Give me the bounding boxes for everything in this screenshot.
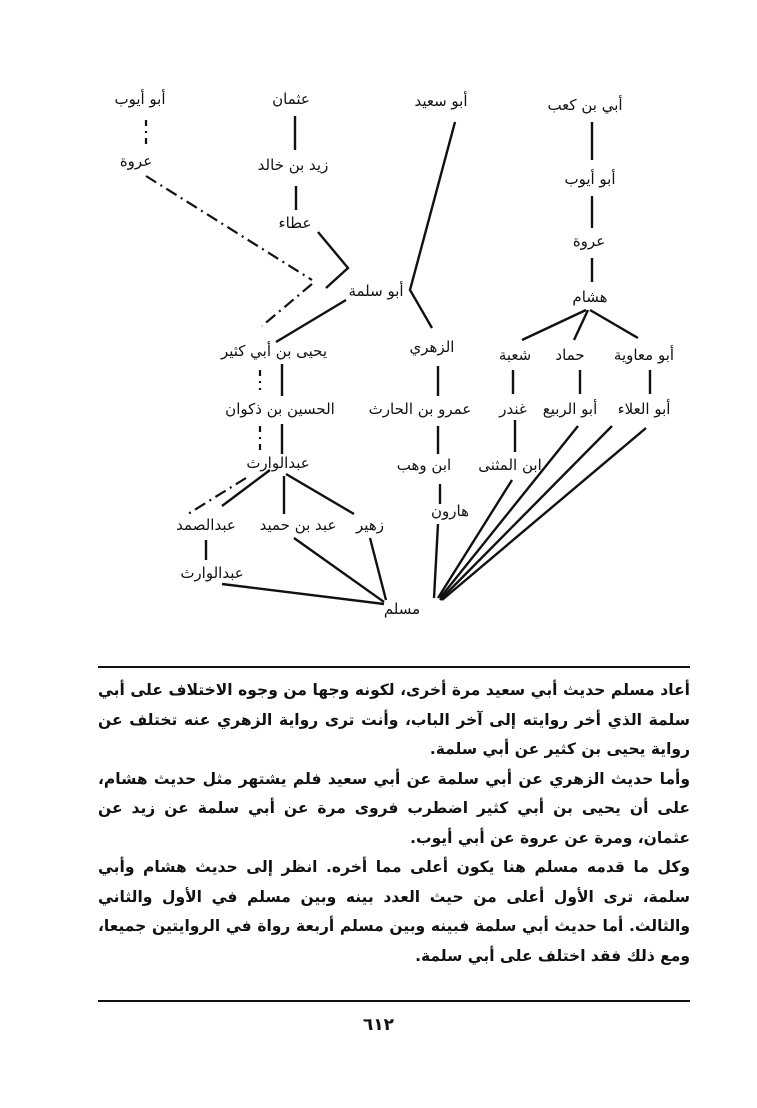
edge-hisham-abumuawiya — [590, 310, 638, 338]
edge-abdulwarith-zuhayr — [286, 474, 354, 514]
node-abu-said: أبو سعيد — [414, 92, 468, 110]
edge-abusaid-abusalama — [410, 122, 455, 328]
node-zayd-ibn-khalid: زيد بن خالد — [257, 156, 329, 174]
node-husayn: الحسين بن ذكوان — [225, 400, 335, 418]
bottom-divider — [98, 1000, 690, 1002]
edge-abulala-muslim — [442, 428, 646, 600]
commentary-text — [98, 676, 690, 971]
node-abu-muawiya: أبو معاوية — [613, 346, 675, 364]
commentary-paragraph: وكل ما قدمه مسلم هنا يكون أعلى مما أخره. انظر إلى حديث هشام وأبي سلمة، ترى الأول أعلى من حيث العدد بينه وبين مسلم في الأول والثاني والثالث. أما حديث أبي سلمة فبينه وبين مسلم أربعة رواة في الروايتين جميعا، ومع ذلك فقد اختلف على أبي سلمة. — [98, 858, 690, 965]
node-ibn-muthanna: ابن المثنى — [478, 456, 542, 474]
node-urwa-1: عروة — [572, 232, 606, 250]
node-abu-salama: أبو سلمة — [348, 282, 404, 300]
edge-ata-abusalama — [318, 232, 348, 288]
node-abd-ibn-humayd: عبد بن حميد — [259, 516, 337, 534]
node-ubayy-ibn-kab: أبي بن كعب — [547, 96, 623, 114]
node-abul-rabi: أبو الربيع — [542, 400, 598, 418]
commentary-paragraph: أعاد مسلم حديث أبي سعيد مرة أخرى، لكونه وجها من وجوه الاختلاف على أبي سلمة الذي أخر روايته إلى آخر الباب، وأنت ترى رواية الزهري عنه تختلف عن رواية يحيى بن كثير عن أبي سلمة. — [98, 681, 690, 758]
node-hisham: هشام — [572, 288, 608, 306]
edge-abusalama-yahya-dashed — [262, 284, 312, 326]
node-uthman: عثمان — [272, 90, 310, 108]
page-number: ٦١٢ — [362, 1015, 395, 1035]
node-shuba: شعبة — [498, 346, 532, 364]
node-abdussamad: عبدالصمد — [176, 516, 236, 534]
node-hammad: حماد — [555, 346, 585, 364]
edge-abdulwarith-abdussamad — [222, 470, 270, 506]
node-zuhayr: زهير — [356, 516, 384, 534]
edge-abdibnhumayd-muslim — [294, 538, 384, 602]
node-muslim: مسلم — [383, 600, 421, 618]
node-abdulwarith-2: عبدالوارث — [180, 564, 244, 582]
node-abul-ala: أبو العلاء — [617, 400, 671, 418]
node-zuhri: الزهري — [409, 338, 455, 356]
edge-zuhayr-muslim — [370, 538, 386, 600]
node-abu-ayyub-1: أبو أيوب — [564, 170, 616, 188]
commentary-paragraph: وأما حديث الزهري عن أبي سلمة عن أبي سعيد فلم يشتهر مثل حديث هشام، على أن يحيى بن أبي كثير اضطرب فروى مرة عن أبي سلمة عن زيد عن عثمان، ومرة عن عروة عن أبي أيوب. — [98, 769, 690, 847]
node-amr-ibn-harith: عمرو بن الحارث — [368, 400, 472, 418]
node-abdulwarith: عبدالوارث — [246, 454, 310, 472]
top-divider — [98, 666, 690, 668]
node-yahya: يحيى بن أبي كثير — [220, 342, 328, 360]
node-ibn-wahb: ابن وهب — [396, 456, 452, 474]
node-ghundar: غندر — [499, 400, 527, 418]
edge-harun-muslim — [434, 524, 438, 598]
node-abu-ayyub-2: أبو أيوب — [114, 90, 166, 108]
node-urwa-2: عروة — [119, 152, 153, 170]
node-harun: هارون — [431, 502, 469, 520]
edge-abdulwarith2-muslim — [222, 584, 384, 604]
node-ata: عطاء — [278, 214, 312, 232]
